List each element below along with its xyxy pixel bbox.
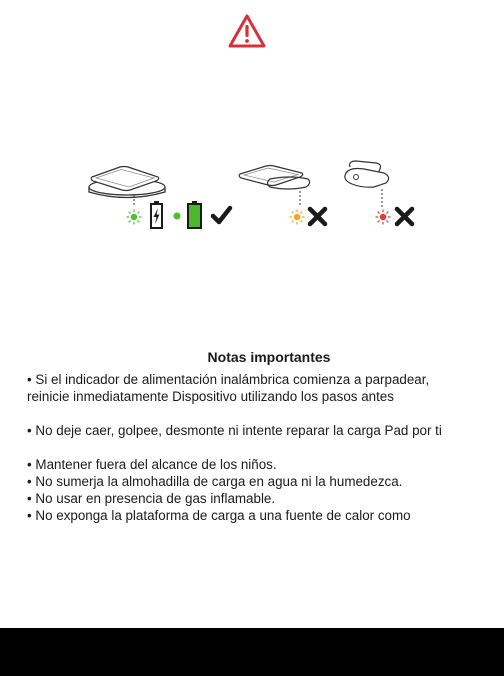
battery-full-icon bbox=[188, 201, 201, 228]
spacer bbox=[27, 439, 504, 456]
note-line: • No sumerja la almohadilla de carga en agua ni la humedezca. bbox=[27, 474, 403, 489]
bottom-bar bbox=[0, 628, 504, 676]
note-line: • Mantener fuera del alcance de los niños. bbox=[27, 457, 277, 472]
check-mark-icon bbox=[213, 208, 230, 222]
cross-mark-icon bbox=[397, 209, 412, 224]
led-red-icon bbox=[376, 210, 391, 225]
important-notes bbox=[27, 349, 504, 524]
warning-triangle-icon bbox=[227, 13, 267, 49]
notes-title: Notas importantes bbox=[207, 349, 331, 365]
note-line: • No exponga la plataforma de carga a una fuente de calor como bbox=[27, 508, 411, 523]
pad-with-phone-misaligned bbox=[239, 166, 309, 208]
led-green-dot-icon bbox=[174, 213, 181, 220]
led-green-icon bbox=[127, 210, 142, 225]
pad-with-foreign-object bbox=[345, 161, 389, 207]
charging-status-illustration bbox=[80, 155, 425, 235]
battery-charging-icon bbox=[151, 201, 162, 228]
cross-mark-icon bbox=[310, 209, 325, 224]
led-amber-icon bbox=[290, 210, 305, 225]
note-line: • Si el indicador de alimentación inalámbrica comienza a parpadear, bbox=[27, 372, 430, 387]
note-line: • No deje caer, golpee, desmonte ni intente reparar la carga Pad por ti bbox=[27, 423, 442, 438]
note-line: • No usar en presencia de gas inflamable. bbox=[27, 491, 276, 506]
pad-with-phone-correct bbox=[89, 167, 165, 208]
spacer bbox=[27, 405, 504, 422]
note-line: reinicie inmediatamente Dispositivo utilizando los pasos antes bbox=[27, 389, 394, 404]
